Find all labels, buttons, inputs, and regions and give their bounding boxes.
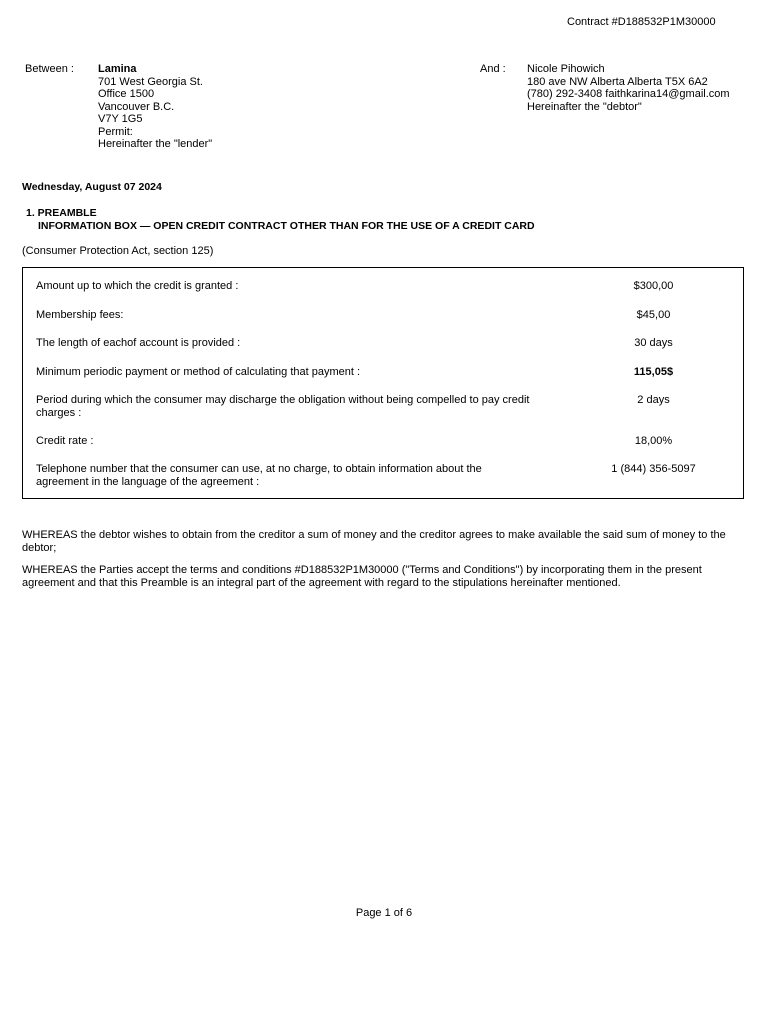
between-label: Between :: [25, 63, 74, 75]
lender-address-line2: Office 1500: [98, 88, 155, 100]
lender-block: [25, 63, 212, 151]
debtor-name: Nicole Pihowich: [527, 63, 605, 75]
info-value: $300,00: [633, 280, 674, 292]
lender-permit: Permit:: [98, 125, 133, 138]
lender-address-line1: 701 West Georgia St.: [98, 75, 203, 88]
info-value: 18,00%: [634, 435, 673, 447]
lender-designation: Hereinafter the "lender": [98, 138, 213, 150]
preamble-heading: 1. PREAMBLE: [26, 207, 97, 219]
whereas-paragraph-1: WHEREAS the debtor wishes to obtain from the creditor a sum of money and the creditor agrees to make available the said sum of money to the debtor;: [22, 529, 726, 554]
contract-date: Wednesday, August 07 2024: [22, 181, 162, 193]
info-label: Membership fees:: [36, 309, 124, 321]
debtor-address: 180 ave NW Alberta Alberta T5X 6A2: [527, 75, 708, 88]
info-box-title: INFORMATION BOX — OPEN CREDIT CONTRACT OTHER THAN FOR THE USE OF A CREDIT CARD: [38, 219, 535, 232]
lender-name: Lamina: [98, 63, 137, 75]
info-label: The length of eachof account is provided :: [36, 337, 241, 349]
info-value: 30 days: [634, 337, 673, 349]
info-label: Telephone number that the consumer can use, at no charge, to obtain information about the agreement in the language of the agreement :: [36, 463, 482, 488]
preamble-heading-block: [26, 207, 535, 232]
page-number: Page 1 of 6: [355, 907, 413, 919]
info-label: Amount up to which the credit is granted :: [36, 280, 239, 292]
act-reference: (Consumer Protection Act, section 125): [22, 245, 214, 257]
lender-postal-code: V7Y 1G5: [98, 113, 143, 125]
whereas-paragraph-2: WHEREAS the Parties accept the terms and conditions #D188532P1M30000 ("Terms and Conditions") by incorporating them in the present agreement and that this Preamble is an integral part of the agreement with regard to the stipulations hereinafter mentioned.: [22, 564, 702, 589]
and-label: And :: [480, 63, 506, 75]
info-label: Period during which the consumer may discharge the obligation without being compelled to pay credit charges :: [36, 394, 530, 419]
debtor-designation: Hereinafter the "debtor": [527, 100, 642, 113]
info-value: 2 days: [637, 394, 670, 406]
lender-city: Vancouver B.C.: [98, 100, 175, 113]
contract-number: Contract #D188532P1M30000: [567, 16, 716, 28]
info-value: $45,00: [636, 309, 671, 321]
info-label: Minimum periodic payment or method of calculating that payment :: [36, 366, 361, 378]
debtor-contact: (780) 292-3408 faithkarina14@gmail.com: [527, 88, 730, 100]
debtor-block: [480, 63, 730, 113]
info-value: 1 (844) 356-5097: [611, 463, 696, 475]
info-label: Credit rate :: [36, 435, 94, 447]
info-value: 115,05$: [633, 366, 674, 378]
information-box: [22, 267, 744, 499]
